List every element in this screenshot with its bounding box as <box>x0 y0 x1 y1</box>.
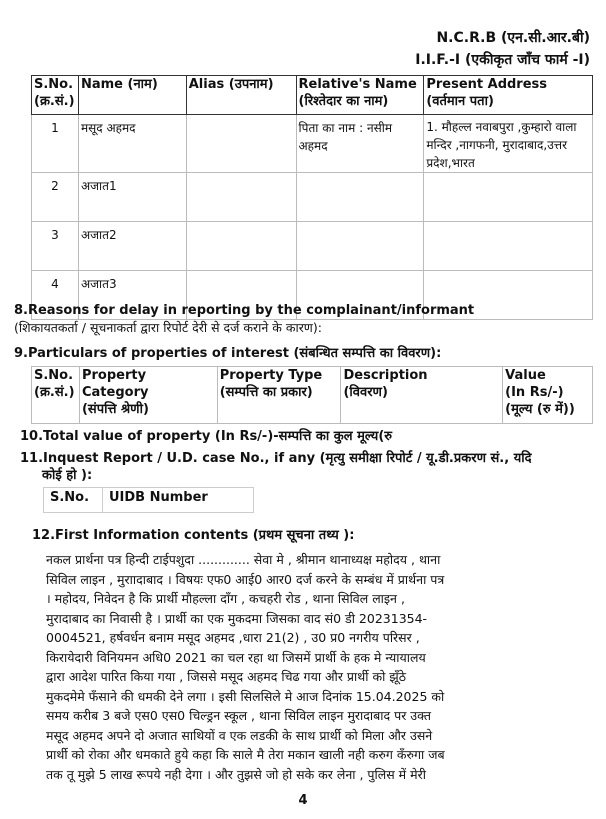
col-name: Name (नाम) <box>78 76 186 115</box>
cell-relative <box>296 173 424 222</box>
col-address: Present Address (वर्तमान पता) <box>424 76 593 115</box>
section-9-heading: 9.Particulars of properties of interest (संबन्धित सम्पत्ति का विवरण): <box>14 346 442 361</box>
section-11-heading: 11.Inquest Report / U.D. case No., if any (मृत्यु समीक्षा रिपोर्ट / यू.डी.प्रकरण सं., यदि कोई हो ): <box>20 451 532 483</box>
cell-address <box>424 173 593 222</box>
accused-table <box>31 75 593 320</box>
uidb-table <box>43 487 254 513</box>
table-row <box>32 115 593 173</box>
uidb-table-header <box>44 488 254 513</box>
fir-line: सिविल लाइन , मुराादाबाद । विषयः एफ0 आई0 आर0 दर्ज करने के सम्बंध में प्रार्थना पत्र <box>46 571 445 587</box>
form-code: N.C.R.B (एन.सी.आर.बी) <box>436 30 590 46</box>
cell-address <box>424 222 593 271</box>
fir-line: मुकदमेमे फँसाने की धमकी देने लगा । इसी सिलसिले मे आज दिनांक 15.04.2025 को <box>46 688 445 704</box>
fir-line: नकल प्रार्थना पत्र हिन्दी टाईपशुदा ............. सेवा मे , श्रीमान थानाध्यक्ष महोदय , थाना <box>46 552 441 567</box>
fir-line: । महोदय, निवेदन है कि प्रार्थी मौहल्ला दाँग , कचहरी रोड , थाना सिविल लाइन , <box>46 591 405 606</box>
cell-relative <box>296 222 424 271</box>
fir-contents <box>46 550 572 784</box>
property-table-header <box>32 367 593 424</box>
cell-sno: 2 <box>32 173 79 222</box>
cell-name: अजात3 <box>78 271 186 320</box>
cell-sno: 4 <box>32 271 79 320</box>
col-sno: S.No. (क्र.सं.) <box>32 367 80 424</box>
col-description: Description (विवरण) <box>341 367 503 424</box>
property-table <box>31 366 593 424</box>
section-12-heading: 12.First Information contents (प्रथम सूचना तथ्य ): <box>32 528 355 543</box>
cell-relative: पिता का नाम : नसीम अहमद <box>296 115 424 173</box>
col-sno: S.No. (क्र.सं.) <box>32 76 79 115</box>
cell-name: अजात2 <box>78 222 186 271</box>
fir-line: किरायेदारी विनियमन अधि0 2021 का चल रहा था जिसमें प्रार्थी के हक मे न्यायालय <box>46 649 426 665</box>
col-relative: Relative's Name (रिश्तेदार का नाम) <box>296 76 424 115</box>
col-uidb-number: UIDB Number <box>103 488 254 513</box>
col-property-type: Property Type (सम्पत्ति का प्रकार) <box>217 367 341 424</box>
col-alias: Alias (उपनाम) <box>186 76 296 115</box>
cell-name: अजात1 <box>78 173 186 222</box>
cell-sno: 1 <box>32 115 79 173</box>
cell-sno: 3 <box>32 222 79 271</box>
page-number: 4 <box>298 793 308 808</box>
section-10-heading: 10.Total value of property (In Rs/-)-सम्पत्ति का कुल मूल्य(रु <box>20 429 393 444</box>
col-sno: S.No. <box>44 488 103 513</box>
fir-line: प्रार्थी को रोका और धमकाते हुये कहा कि साले मै तेरा मकान खाली नही करुग कँरुगा जब <box>46 747 445 762</box>
cell-alias <box>186 115 296 173</box>
form-name: I.I.F.-I (एकीकृत जाँच फार्म -I) <box>415 52 590 68</box>
table-row <box>32 173 593 222</box>
fir-line: द्वारा आदेश पारित किया गया , जिससे मसूद अहमद चिढ गया और प्रार्थी को झूँठे <box>46 669 406 684</box>
section-8-heading: 8.Reasons for delay in reporting by the complainant/informant (शिकायतकर्ता / सूचनाकर्ता द्वारा रिपोर्ट देरी से दर्ज कराने के कारण): <box>14 303 475 335</box>
col-property-category: Property Category (संपत्ति श्रेणी) <box>79 367 217 424</box>
fir-line: 0004521, हर्षवर्धन बनाम मसूद अहमद ,धारा 21(2) , उ0 प्र0 नगरीय परिसर , <box>46 630 420 645</box>
cell-alias <box>186 222 296 271</box>
fir-line: समय करीब 3 बजे एस0 एस0 चिल्ड्रन स्कूल , थाना सिविल लाइन मुरादाबाद पर उक्त <box>46 708 431 723</box>
fir-line: मसूद अहमद अपने दो अजात साथियों व एक लडकी के साथ प्रार्थी को मिला और उसने <box>46 727 433 743</box>
table-row <box>32 222 593 271</box>
cell-alias <box>186 173 296 222</box>
cell-name: मसूद अहमद <box>78 115 186 173</box>
col-value: Value (In Rs/-) (मूल्य (रु में)) <box>503 367 593 424</box>
fir-line: मुरादाबाद का निवासी है । प्रार्थी का एक मुकदमा जिसका वाद सं0 डी 20231354- <box>46 610 428 626</box>
cell-address: 1. मौहल्ल नवाबपुरा ,कुम्हारो वाला मन्दिर ,नागफनी, मुरादाबाद,उत्तर प्रदेश,भारत <box>424 115 593 173</box>
fir-line: तक तू मुझे 5 लाख रूपये नही देगा । और तुझसे जो हो सके कर लेना , पुलिस में मेरी <box>46 766 426 782</box>
accused-table-header <box>32 76 593 115</box>
